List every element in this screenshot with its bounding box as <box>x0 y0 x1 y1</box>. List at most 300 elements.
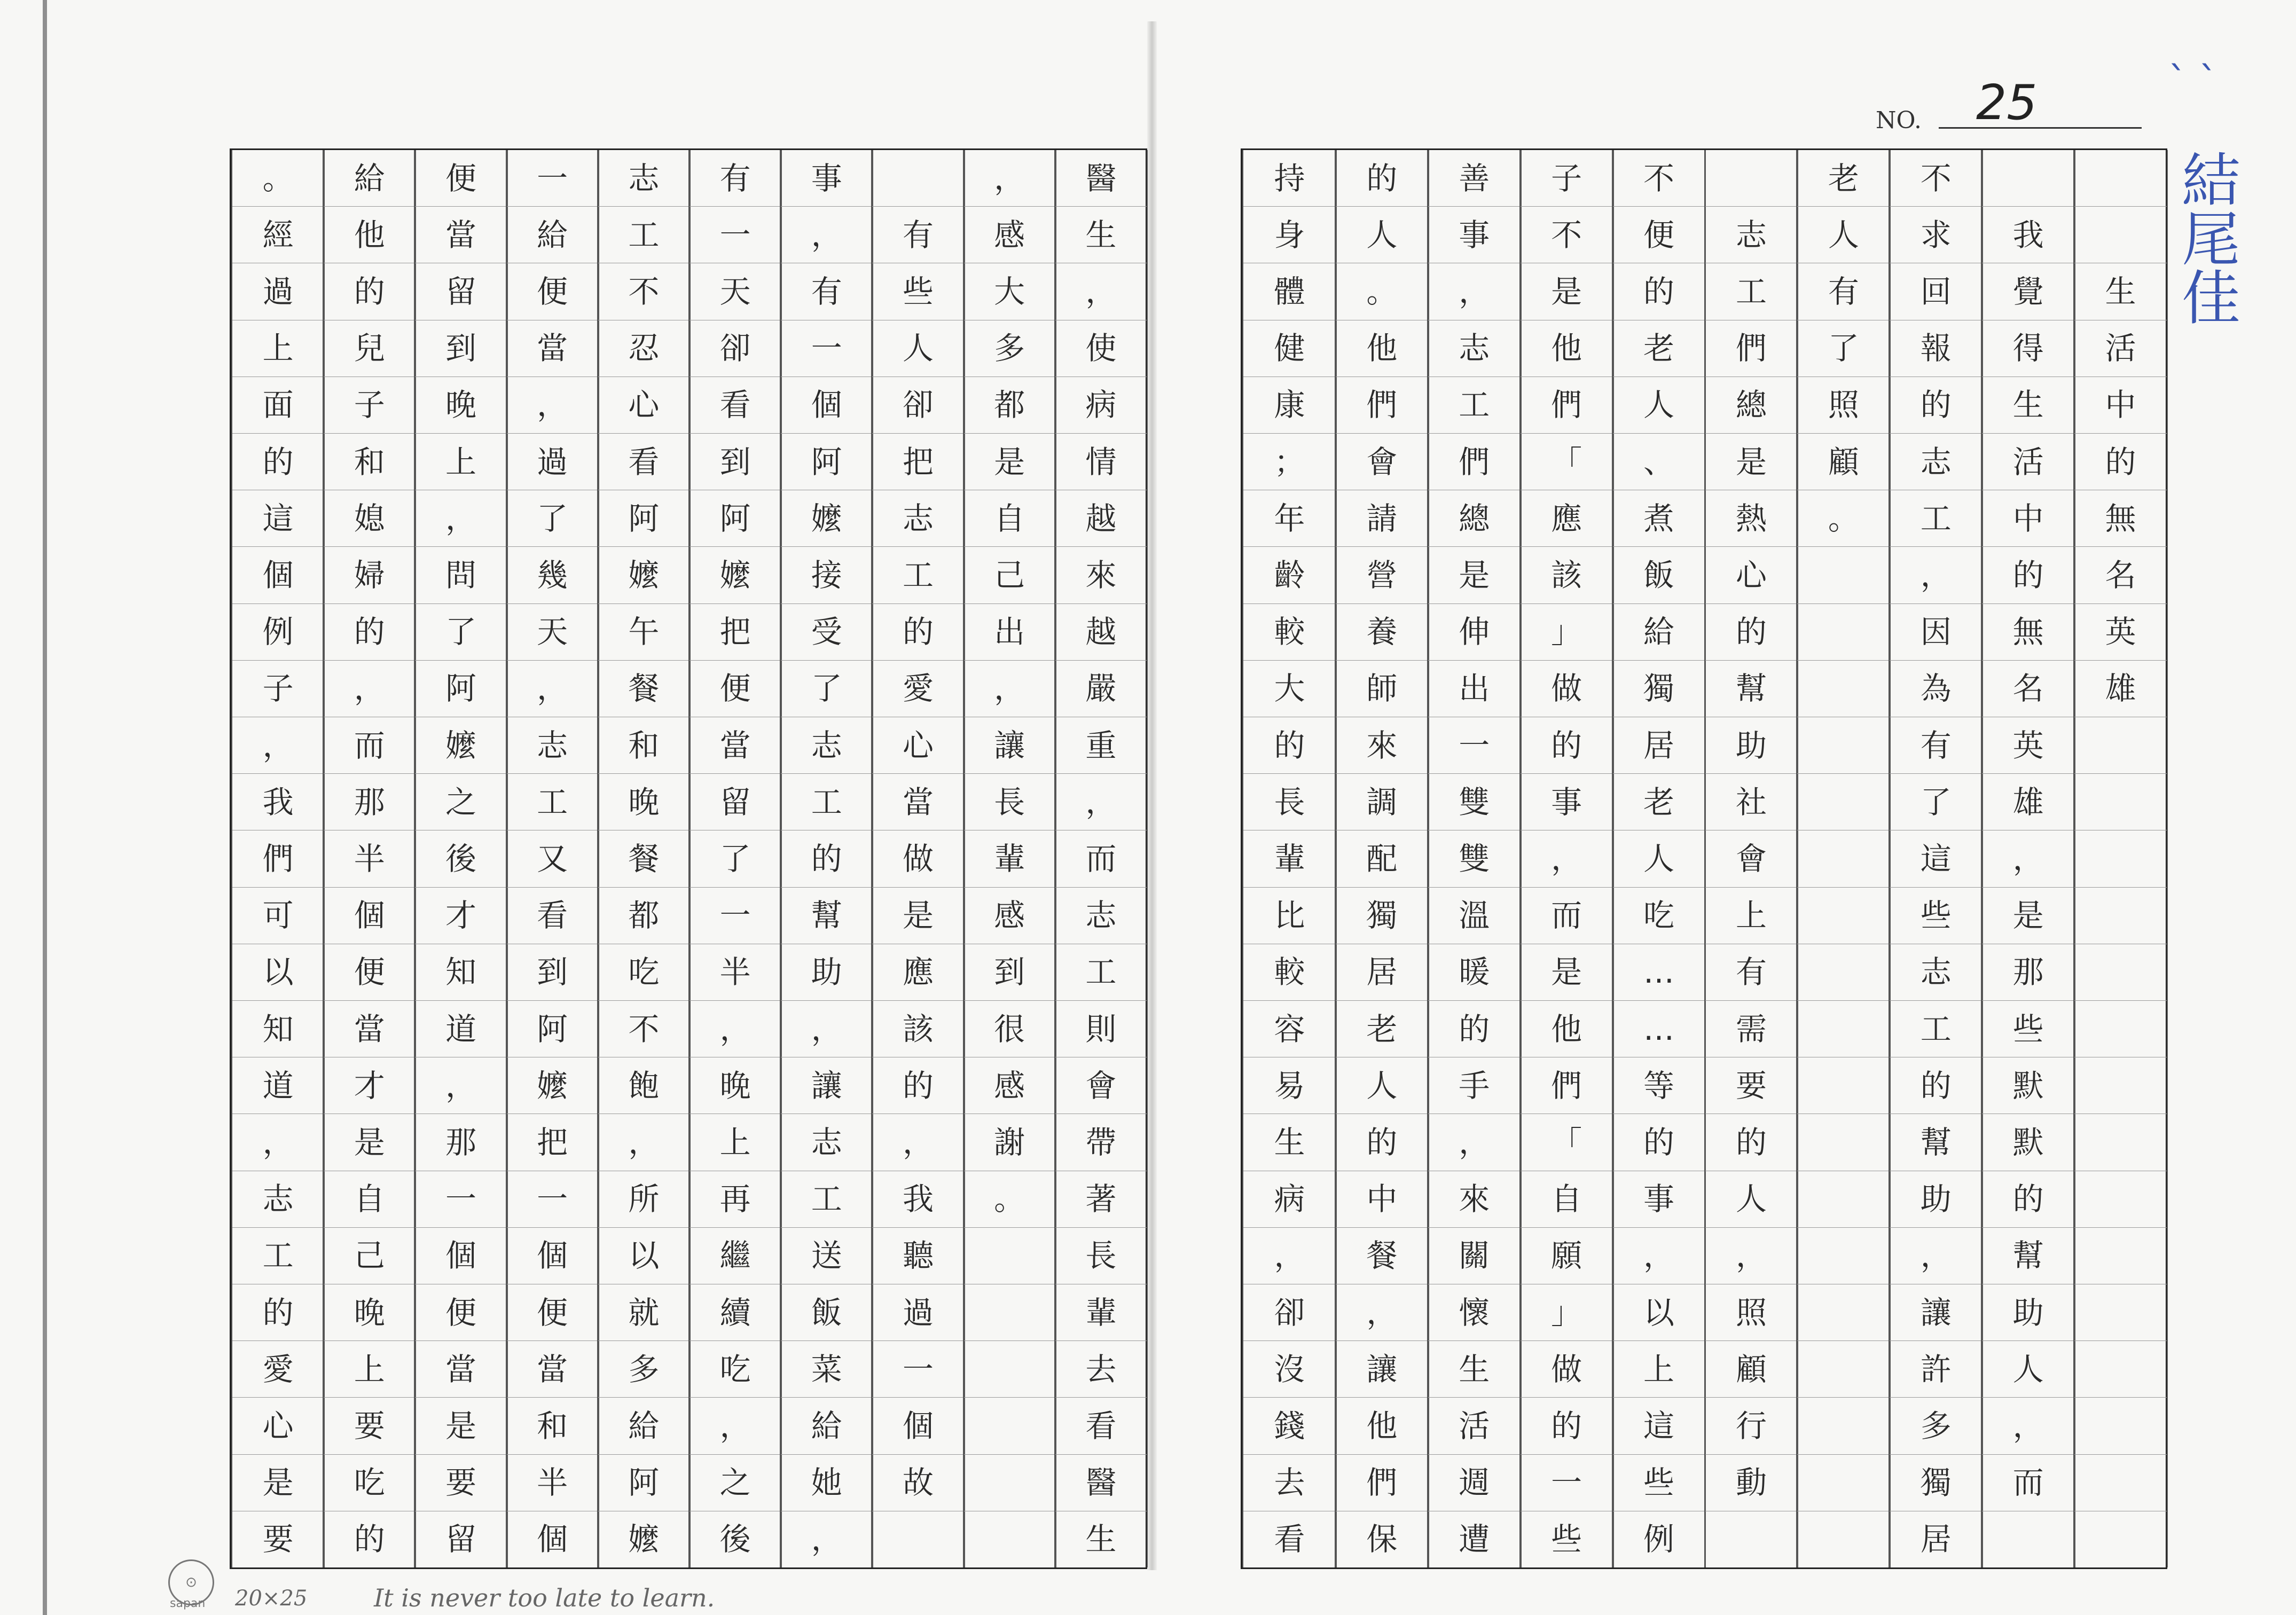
grid-cell: 請 <box>1336 490 1428 547</box>
grid-cell: 以 <box>1613 1284 1705 1341</box>
grid-cell: 應 <box>872 944 963 1001</box>
grid-cell: 志 <box>1428 320 1521 377</box>
grid-cell: 阿 <box>507 1001 598 1057</box>
grid-cell: 需 <box>1705 1001 1798 1057</box>
grid-cell <box>1797 774 1890 830</box>
grid-cell: 工 <box>781 774 872 830</box>
grid-cell: 子 <box>1521 150 1613 207</box>
grid-cell: 晚 <box>598 774 689 830</box>
grid-cell: 工 <box>598 207 689 263</box>
grid-cell: 有 <box>872 207 963 263</box>
grid-cell: 志 <box>872 490 963 547</box>
grid-cell: 吃 <box>324 1455 415 1511</box>
grid-cell: 的 <box>1613 1114 1705 1171</box>
grid-cell: 讓 <box>1890 1284 1982 1341</box>
grid-cell: 卻 <box>1243 1284 1336 1341</box>
grid-cell: 老 <box>1613 774 1705 830</box>
grid-cell: 的 <box>354 1521 385 1558</box>
grid-cell: 工 <box>232 1228 324 1284</box>
grid-cell: 就 <box>598 1284 689 1341</box>
grid-cell: 多 <box>1890 1398 1982 1454</box>
grid-cell: 她 <box>781 1455 872 1511</box>
grid-cell: 志 <box>507 717 598 774</box>
grid-cell <box>1797 1057 1890 1114</box>
grid-cell: 的 <box>1982 547 2074 603</box>
grid-cell: 病 <box>1243 1171 1336 1228</box>
right-column <box>1796 150 1891 1567</box>
grid-cell: 的 <box>1521 717 1613 774</box>
left-column <box>323 150 416 1567</box>
grid-cell: 動 <box>1705 1455 1798 1511</box>
grid-cell: 們 <box>1521 377 1613 434</box>
grid-cell: 。 <box>1797 490 1890 547</box>
grid-cell: 照 <box>1705 1284 1798 1341</box>
grid-cell: 才 <box>415 888 506 944</box>
grid-cell: 去 <box>1055 1341 1147 1398</box>
grid-cell <box>1797 604 1890 661</box>
grid-cell: 較 <box>1243 604 1336 661</box>
grid-cell: 是 <box>1521 263 1613 320</box>
grid-cell: ， <box>781 207 872 263</box>
grid-cell: 來 <box>1428 1171 1521 1228</box>
grid-cell: 個 <box>872 1398 963 1454</box>
grid-cell: 」 <box>1521 604 1613 661</box>
grid-cell: 善 <box>1428 150 1521 207</box>
grid-cell <box>872 1511 963 1567</box>
grid-cell: 些 <box>1551 1521 1582 1558</box>
grid-cell <box>2074 1171 2167 1228</box>
grid-cell: 是 <box>415 1398 506 1454</box>
grid-cell: 們 <box>1336 1455 1428 1511</box>
grid-cell: 的 <box>1705 1114 1798 1171</box>
right-manuscript-grid <box>1241 148 2167 1569</box>
grid-cell: 會 <box>1055 1057 1147 1114</box>
grid-cell <box>2074 944 2167 1001</box>
left-column <box>414 150 507 1567</box>
grid-cell: 做 <box>872 830 963 887</box>
grid-cell: 心 <box>872 717 963 774</box>
grid-cell: 讓 <box>781 1057 872 1114</box>
grid-cell: ， <box>324 661 415 717</box>
left-column <box>231 150 325 1567</box>
grid-cell: 媳 <box>324 490 415 547</box>
grid-cell: 人 <box>1336 207 1428 263</box>
grid-cell: 許 <box>1890 1341 1982 1398</box>
grid-cell <box>964 1511 1055 1567</box>
grid-cell: 卻 <box>872 377 963 434</box>
grid-cell: 受 <box>781 604 872 661</box>
grid-cell: 讓 <box>1336 1341 1428 1398</box>
grid-cell: 的 <box>1428 1001 1521 1057</box>
grid-cell: 阿 <box>689 490 781 547</box>
grid-cell: 活 <box>1982 434 2074 490</box>
left-manuscript-grid <box>230 148 1147 1569</box>
grid-cell <box>2074 830 2167 887</box>
grid-cell: 看 <box>598 434 689 490</box>
grid-cell: 們 <box>232 830 324 887</box>
grid-cell: 謝 <box>964 1114 1055 1171</box>
grid-cell: 兒 <box>324 320 415 377</box>
grid-cell: 不 <box>1890 150 1982 207</box>
grid-cell: 到 <box>689 434 781 490</box>
grid-cell: 不 <box>598 263 689 320</box>
grid-cell: ， <box>689 1001 781 1057</box>
grid-cell: 愛 <box>872 661 963 717</box>
grid-cell: 顧 <box>1705 1341 1798 1398</box>
page-number-value: 25 <box>1976 75 2038 131</box>
grid-cell: 齡 <box>1243 547 1336 603</box>
grid-cell: 工 <box>1428 377 1521 434</box>
grid-cell: 己 <box>964 547 1055 603</box>
grid-cell: ， <box>1055 263 1147 320</box>
grid-cell: 「 <box>1521 434 1613 490</box>
scan-edge-shadow <box>43 0 47 1615</box>
grid-cell: 便 <box>1613 207 1705 263</box>
grid-cell: 們 <box>1428 434 1521 490</box>
grid-cell: 醫 <box>1055 150 1147 207</box>
grid-cell: 再 <box>689 1171 781 1228</box>
grid-cell: ， <box>964 150 1055 207</box>
grid-cell: 是 <box>1982 888 2074 944</box>
grid-cell: 助 <box>1890 1171 1982 1228</box>
grid-cell: ， <box>1336 1284 1428 1341</box>
grid-cell: 要 <box>262 1521 294 1558</box>
grid-cell: 助 <box>1982 1284 2074 1341</box>
grid-cell <box>2074 1228 2167 1284</box>
grid-cell: 當 <box>689 717 781 774</box>
grid-cell: 總 <box>1705 377 1798 434</box>
grid-cell: 使 <box>1055 320 1147 377</box>
grid-cell: 總 <box>1428 490 1521 547</box>
grid-cell: ， <box>232 1114 324 1171</box>
grid-cell: 幾 <box>507 547 598 603</box>
grid-cell: 便 <box>689 661 781 717</box>
grid-cell: ， <box>415 1057 506 1114</box>
grid-cell: ， <box>1890 547 1982 603</box>
grid-cell: 人 <box>1982 1341 2074 1398</box>
grid-cell: 晚 <box>415 377 506 434</box>
grid-cell: 便 <box>415 150 506 207</box>
grid-cell: 中 <box>1982 490 2074 547</box>
grid-cell: 關 <box>1428 1228 1521 1284</box>
grid-cell: 回 <box>1890 263 1982 320</box>
grid-cell: 看 <box>1274 1521 1305 1558</box>
grid-cell: ， <box>811 1521 842 1558</box>
grid-cell: 菜 <box>781 1341 872 1398</box>
grid-cell: 一 <box>689 888 781 944</box>
grid-cell: 的 <box>1521 1398 1613 1454</box>
grid-cell: 自 <box>1521 1171 1613 1228</box>
grid-cell: 個 <box>781 377 872 434</box>
right-column <box>1519 150 1614 1567</box>
grid-cell: ， <box>1982 830 2074 887</box>
grid-cell: 志 <box>232 1171 324 1228</box>
grid-cell: 的 <box>781 830 872 887</box>
grid-cell: 的 <box>872 1057 963 1114</box>
grid-cell: 個 <box>232 547 324 603</box>
grid-cell: ， <box>1890 1228 1982 1284</box>
grid-cell: 自 <box>324 1171 415 1228</box>
grid-cell <box>1797 1341 1890 1398</box>
grid-cell: 該 <box>872 1001 963 1057</box>
grid-cell: 了 <box>1890 774 1982 830</box>
grid-cell: 生 <box>1085 1521 1117 1558</box>
grid-cell: 當 <box>415 207 506 263</box>
grid-cell: 些 <box>1982 1001 2074 1057</box>
grid-cell <box>2074 1398 2167 1454</box>
grid-cell: 來 <box>1336 717 1428 774</box>
grid-cell <box>2074 888 2167 944</box>
grid-cell: 老 <box>1613 320 1705 377</box>
grid-cell: 半 <box>507 1455 598 1511</box>
grid-cell: 有 <box>1797 263 1890 320</box>
grid-cell: 餐 <box>598 661 689 717</box>
left-column <box>597 150 691 1567</box>
grid-cell <box>1797 1284 1890 1341</box>
grid-cell: 志 <box>781 717 872 774</box>
grid-cell: 中 <box>1336 1171 1428 1228</box>
grid-cell: 居 <box>1920 1521 1952 1558</box>
grid-cell: 獨 <box>1890 1455 1982 1511</box>
grid-cell: 嬤 <box>689 547 781 603</box>
grid-cell: 是 <box>232 1455 324 1511</box>
grid-cell: 接 <box>781 547 872 603</box>
grid-cell: 是 <box>964 434 1055 490</box>
grid-cell <box>2074 1001 2167 1057</box>
grid-cell: 得 <box>1982 320 2074 377</box>
grid-cell: 一 <box>1521 1455 1613 1511</box>
grid-cell: 養 <box>1336 604 1428 661</box>
grid-cell: 默 <box>1982 1057 2074 1114</box>
grid-cell: 易 <box>1243 1057 1336 1114</box>
grid-cell: 當 <box>507 1341 598 1398</box>
grid-cell: 留 <box>445 1521 476 1558</box>
grid-cell: 默 <box>1982 1114 2074 1171</box>
grid-cell <box>872 150 963 207</box>
grid-cell: 為 <box>1890 661 1982 717</box>
grid-cell: 這 <box>1890 830 1982 887</box>
grid-cell: 天 <box>507 604 598 661</box>
grid-cell: 雄 <box>2074 661 2167 717</box>
grid-cell: 一 <box>689 207 781 263</box>
grid-cell: 感 <box>964 1057 1055 1114</box>
grid-cell: 問 <box>415 547 506 603</box>
grid-cell: 個 <box>415 1228 506 1284</box>
grid-cell: 他 <box>324 207 415 263</box>
grid-cell: 人 <box>1613 830 1705 887</box>
grid-cell: 容 <box>1243 1001 1336 1057</box>
grid-cell: 些 <box>1613 1455 1705 1511</box>
grid-cell: 是 <box>1521 944 1613 1001</box>
grid-cell: 一 <box>507 1171 598 1228</box>
grid-cell: 很 <box>964 1001 1055 1057</box>
grid-cell: 醫 <box>1055 1455 1147 1511</box>
grid-cell: 道 <box>232 1057 324 1114</box>
grid-cell: 病 <box>1055 377 1147 434</box>
grid-cell: ， <box>872 1114 963 1171</box>
grid-cell: 一 <box>507 150 598 207</box>
right-column <box>1981 150 2075 1567</box>
grid-cell: 看 <box>1055 1398 1147 1454</box>
grid-cell: 的 <box>1613 263 1705 320</box>
grid-cell: 活 <box>1428 1398 1521 1454</box>
grid-cell: 。 <box>964 1171 1055 1228</box>
grid-cell: 便 <box>507 1284 598 1341</box>
teacher-comment: 結尾佳 <box>2172 150 2240 326</box>
grid-cell: 報 <box>1890 320 1982 377</box>
right-column <box>1888 150 1983 1567</box>
grid-cell: 保 <box>1366 1521 1398 1558</box>
grid-cell: 我 <box>872 1171 963 1228</box>
grid-cell: 是 <box>1705 434 1798 490</box>
grid-cell: 要 <box>415 1455 506 1511</box>
grid-cell: 而 <box>1055 830 1147 887</box>
grid-cell: 都 <box>964 377 1055 434</box>
grid-cell: 和 <box>507 1398 598 1454</box>
grid-cell: 了 <box>507 490 598 547</box>
grid-cell <box>1797 944 1890 1001</box>
page-number-underline <box>1939 127 2142 129</box>
grid-cell: 事 <box>1613 1171 1705 1228</box>
grid-cell: 是 <box>1428 547 1521 603</box>
grid-cell: 的 <box>232 434 324 490</box>
grid-cell <box>1797 717 1890 774</box>
grid-cell: 了 <box>1797 320 1890 377</box>
grid-cell: 越 <box>1055 604 1147 661</box>
grid-cell: 不 <box>1521 207 1613 263</box>
right-column <box>1242 150 1337 1567</box>
grid-cell: 阿 <box>598 1455 689 1511</box>
grid-cell: 個 <box>324 888 415 944</box>
grid-cell: 知 <box>415 944 506 1001</box>
grid-cell: 的 <box>2074 434 2167 490</box>
grid-cell: 幫 <box>1982 1228 2074 1284</box>
grid-cell: 懷 <box>1428 1284 1521 1341</box>
grid-cell: 英 <box>2074 604 2167 661</box>
grid-cell: 餐 <box>598 830 689 887</box>
grid-cell: 便 <box>415 1284 506 1341</box>
grid-cell: 工 <box>781 1171 872 1228</box>
grid-cell: 吃 <box>1613 888 1705 944</box>
grid-cell: 的 <box>324 604 415 661</box>
grid-cell: 當 <box>415 1341 506 1398</box>
grid-cell: 做 <box>1521 1341 1613 1398</box>
grid-cell: 該 <box>1521 547 1613 603</box>
grid-cell: 來 <box>1055 547 1147 603</box>
grid-cell: 多 <box>964 320 1055 377</box>
grid-cell: 熱 <box>1705 490 1798 547</box>
grid-cell: 社 <box>1705 774 1798 830</box>
grid-cell: 配 <box>1336 830 1428 887</box>
left-column <box>688 150 782 1567</box>
grid-cell: 志 <box>1890 434 1982 490</box>
grid-cell: 自 <box>964 490 1055 547</box>
grid-cell: 遭 <box>1459 1521 1490 1558</box>
grid-cell: 都 <box>598 888 689 944</box>
grid-cell: 越 <box>1055 490 1147 547</box>
grid-cell <box>1797 1455 1890 1511</box>
grid-cell: 知 <box>232 1001 324 1057</box>
grid-cell: 留 <box>689 774 781 830</box>
grid-cell: 卻 <box>689 320 781 377</box>
grid-cell <box>1982 150 2074 207</box>
grid-cell: 我 <box>1982 207 2074 263</box>
grid-cell: 他 <box>1521 1001 1613 1057</box>
grid-cell: 居 <box>1613 717 1705 774</box>
grid-cell: 聽 <box>872 1228 963 1284</box>
grid-cell: 有 <box>781 263 872 320</box>
grid-cell <box>2074 1455 2167 1511</box>
grid-cell <box>1797 830 1890 887</box>
grid-cell: 英 <box>1982 717 2074 774</box>
grid-cell: 老 <box>1336 1001 1428 1057</box>
grid-cell: 無 <box>2074 490 2167 547</box>
grid-cell: 雄 <box>1982 774 2074 830</box>
grid-cell: 晚 <box>324 1284 415 1341</box>
grid-cell: 活 <box>2074 320 2167 377</box>
grid-cell: 煮 <box>1613 490 1705 547</box>
grid-cell: 是 <box>872 888 963 944</box>
grid-cell <box>2074 1114 2167 1171</box>
margin-marks: ` ` <box>2168 59 2218 103</box>
grid-size-label: 20×25 <box>235 1586 308 1611</box>
grid-cell: 調 <box>1336 774 1428 830</box>
grid-cell: 把 <box>507 1114 598 1171</box>
grid-cell: ， <box>415 490 506 547</box>
grid-cell: 人 <box>1613 377 1705 434</box>
grid-cell: 一 <box>781 320 872 377</box>
grid-cell <box>2074 1341 2167 1398</box>
grid-cell: 一 <box>1428 717 1521 774</box>
grid-cell: 年 <box>1243 490 1336 547</box>
grid-cell: 大 <box>1243 661 1336 717</box>
grid-cell: 上 <box>689 1114 781 1171</box>
grid-cell: 志 <box>1890 944 1982 1001</box>
grid-cell: 阿 <box>598 490 689 547</box>
grid-cell: 體 <box>1243 263 1336 320</box>
grid-cell: 的 <box>1705 604 1798 661</box>
grid-cell <box>964 1341 1055 1398</box>
grid-cell: 生 <box>1428 1341 1521 1398</box>
grid-cell <box>1797 1171 1890 1228</box>
grid-cell: 輩 <box>1243 830 1336 887</box>
grid-cell: 當 <box>324 1001 415 1057</box>
grid-cell: 」 <box>1521 1284 1613 1341</box>
grid-cell: ， <box>781 1001 872 1057</box>
grid-cell: 著 <box>1055 1171 1147 1228</box>
grid-cell: 的 <box>324 263 415 320</box>
grid-cell: 上 <box>1705 888 1798 944</box>
grid-cell: 過 <box>507 434 598 490</box>
grid-cell: 個 <box>507 1228 598 1284</box>
grid-cell <box>2074 1284 2167 1341</box>
grid-cell: 和 <box>324 434 415 490</box>
grid-cell: 而 <box>1521 888 1613 944</box>
grid-cell: 半 <box>324 830 415 887</box>
right-column <box>1335 150 1429 1567</box>
grid-cell: 的 <box>1890 377 1982 434</box>
grid-cell: 愛 <box>232 1341 324 1398</box>
grid-cell: 多 <box>598 1341 689 1398</box>
grid-cell: ， <box>232 717 324 774</box>
grid-cell: 給 <box>598 1398 689 1454</box>
grid-cell: 晚 <box>689 1057 781 1114</box>
grid-cell: 工 <box>872 547 963 603</box>
grid-cell: 些 <box>872 263 963 320</box>
grid-cell: 的 <box>232 1284 324 1341</box>
grid-cell: 給 <box>1613 604 1705 661</box>
grid-cell: 居 <box>1336 944 1428 1001</box>
